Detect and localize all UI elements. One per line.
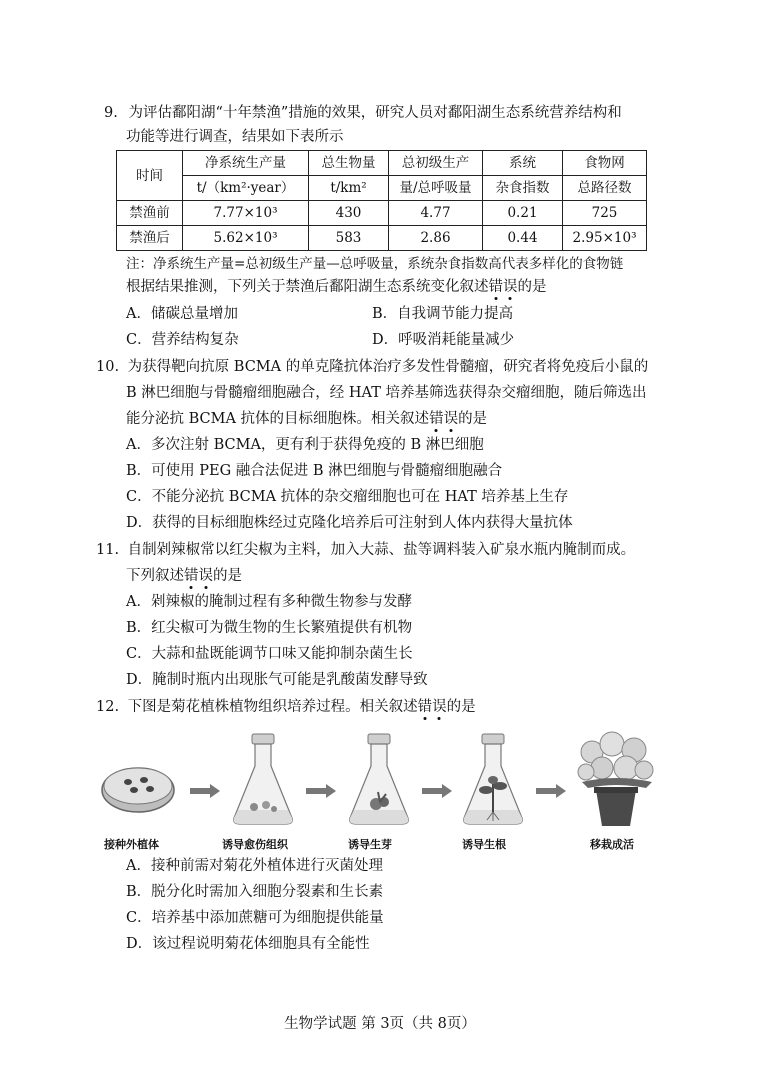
table-header-cell: 时间 [117, 151, 183, 201]
q9-option-d[interactable]: D．呼吸消耗能量减少 [372, 332, 515, 348]
emphasis-char: 误 [198, 568, 213, 584]
culture-flask-callus-icon [230, 732, 296, 828]
culture-flask-shoot-icon [346, 732, 412, 828]
q9-number: 9. [104, 105, 118, 121]
q9-stem-text: 根据结果推测，下列关于禁渔后鄱阳湖生态系统变化叙述 [126, 279, 489, 295]
emphasis-char: 误 [443, 411, 459, 427]
tissue-culture-figure [100, 728, 660, 853]
q12-stem-text: 下图是菊花植株植物组织培养过程。相关叙述 [127, 699, 418, 715]
table-header-cell: 总生物量 [309, 151, 389, 176]
q9-option-b[interactable]: B．自我调节能力提高 [372, 306, 514, 322]
q9-option-a[interactable]: A．储碳总量增加 [126, 306, 238, 322]
table-header-cell: 系统 [483, 151, 563, 176]
q12-number: 12. [96, 699, 120, 715]
q11-stem-text: 的是 [213, 568, 242, 584]
table-cell: 0.44 [483, 226, 563, 251]
q12-option-a[interactable]: A．接种前需对菊花外植体进行灭菌处理 [126, 858, 383, 874]
emphasis-char: 错 [417, 699, 433, 715]
culture-flask-root-icon [460, 732, 526, 828]
q9-line1 [104, 104, 622, 122]
table-header-row [117, 176, 647, 201]
table-cell: 2.86 [389, 226, 483, 251]
table-header-cell: t/km² [309, 176, 389, 201]
q9-text-line1: 为评估鄱阳湖“十年禁渔”措施的效果，研究人员对鄱阳湖生态系统营养结构和 [128, 105, 622, 121]
q9-stem [126, 278, 547, 296]
q12-stem-text: 的是 [446, 699, 476, 715]
table-header-cell: 量/总呼吸量 [389, 176, 483, 201]
figure-label: 诱导生根 [462, 838, 506, 851]
q12-line1 [96, 698, 476, 716]
q11-number: 11. [96, 542, 120, 558]
table-cell: 583 [309, 226, 389, 251]
table-header-cell: 杂食指数 [483, 176, 563, 201]
table-cell: 5.62×10³ [183, 226, 309, 251]
figure-label: 诱导愈伤组织 [222, 838, 288, 851]
arrow-right-icon [422, 784, 452, 798]
q9-stem-text: 的是 [517, 279, 547, 295]
q11-option-a[interactable]: A．剁辣椒的腌制过程有多种微生物参与发酵 [126, 594, 412, 610]
q10-stem [126, 410, 487, 428]
page-footer: 生物学试题 第 3页（共 8页） [284, 1016, 476, 1032]
q12-option-c[interactable]: C．培养基中添加蔗糖可为细胞提供能量 [126, 910, 384, 926]
q11-text-line1: 自制剁辣椒常以红尖椒为主料，加入大蒜、盐等调料装入矿泉水瓶内腌制而成。 [127, 542, 636, 558]
table-cell: 725 [563, 201, 647, 226]
q12-option-b[interactable]: B．脱分化时需加入细胞分裂素和生长素 [126, 884, 384, 900]
table-cell: 0.21 [483, 201, 563, 226]
emphasis-char: 误 [503, 279, 518, 295]
arrow-right-icon [190, 784, 220, 798]
q10-text-line1: 为获得靶向抗原 BCMA 的单克隆抗体治疗多发性骨髓瘤，研究者将免疫后小鼠的 [127, 359, 649, 375]
q12-option-d[interactable]: D．该过程说明菊花体细胞具有全能性 [126, 936, 370, 952]
q10-number: 10. [96, 359, 120, 375]
table-header-cell: t/（km²·year） [183, 176, 309, 201]
figure-label: 移栽成活 [590, 838, 634, 851]
table-header-cell: 总路径数 [563, 176, 647, 201]
q10-option-a[interactable]: A．多次注射 BCMA，更有利于获得免疫的 B 淋巴细胞 [126, 437, 484, 453]
q11-stem [126, 567, 242, 585]
q9-text-line2: 功能等进行调查，结果如下表所示 [126, 129, 344, 145]
arrow-right-icon [536, 784, 566, 798]
emphasis-char: 错 [488, 279, 503, 295]
table-header-cell: 净系统生产量 [183, 151, 309, 176]
q10-line1 [96, 358, 648, 376]
arrow-right-icon [306, 784, 336, 798]
table-row [117, 201, 647, 226]
q11-option-d[interactable]: D．腌制时瓶内出现胀气可能是乳酸菌发酵导致 [126, 672, 428, 688]
table-cell: 4.77 [389, 201, 483, 226]
table-header-cell: 食物网 [563, 151, 647, 176]
table-header-row [117, 151, 647, 176]
potted-chrysanthemum-icon [574, 730, 658, 830]
q10-stem-text: 能分泌抗 BCMA 抗体的目标细胞株。相关叙述 [126, 411, 430, 427]
q10-option-d[interactable]: D．获得的目标细胞株经过克隆化培养后可注射到人体内获得大量抗体 [126, 515, 573, 531]
table-cell: 禁渔后 [117, 226, 183, 251]
q9-data-table [116, 150, 647, 251]
q9-option-c[interactable]: C．营养结构复杂 [126, 332, 239, 348]
q12-stem [128, 699, 476, 715]
q11-option-c[interactable]: C．大蒜和盐既能调节口味又能抑制杂菌生长 [126, 646, 413, 662]
q11-line1 [96, 541, 635, 559]
q9-table-note: 注：净系统生产量=总初级生产量—总呼吸量，系统杂食指数高代表多样化的食物链 [126, 256, 624, 272]
emphasis-char: 错 [184, 568, 199, 584]
table-cell: 7.77×10³ [183, 201, 309, 226]
q10-option-b[interactable]: B．可使用 PEG 融合法促进 B 淋巴细胞与骨髓瘤细胞融合 [126, 463, 503, 479]
table-cell: 禁渔前 [117, 201, 183, 226]
q10-stem-text: 的是 [458, 411, 488, 427]
petri-dish-icon [100, 756, 176, 816]
figure-label: 接种外植体 [104, 838, 159, 851]
q11-option-b[interactable]: B．红尖椒可为微生物的生长繁殖提供有机物 [126, 620, 413, 636]
table-header-cell: 总初级生产 [389, 151, 483, 176]
table-cell: 430 [309, 201, 389, 226]
emphasis-char: 错 [429, 411, 444, 427]
figure-label: 诱导生芽 [348, 838, 392, 851]
q10-text-line2: B 淋巴细胞与骨髓瘤细胞融合，经 HAT 培养基筛选获得杂交瘤细胞，随后筛选出 [126, 385, 647, 401]
table-cell: 2.95×10³ [563, 226, 647, 251]
q11-stem-text: 下列叙述 [126, 568, 184, 584]
q10-option-c[interactable]: C．不能分泌抗 BCMA 抗体的杂交瘤细胞也可在 HAT 培养基上生存 [126, 489, 569, 505]
table-row [117, 226, 647, 251]
emphasis-char: 误 [432, 699, 447, 715]
